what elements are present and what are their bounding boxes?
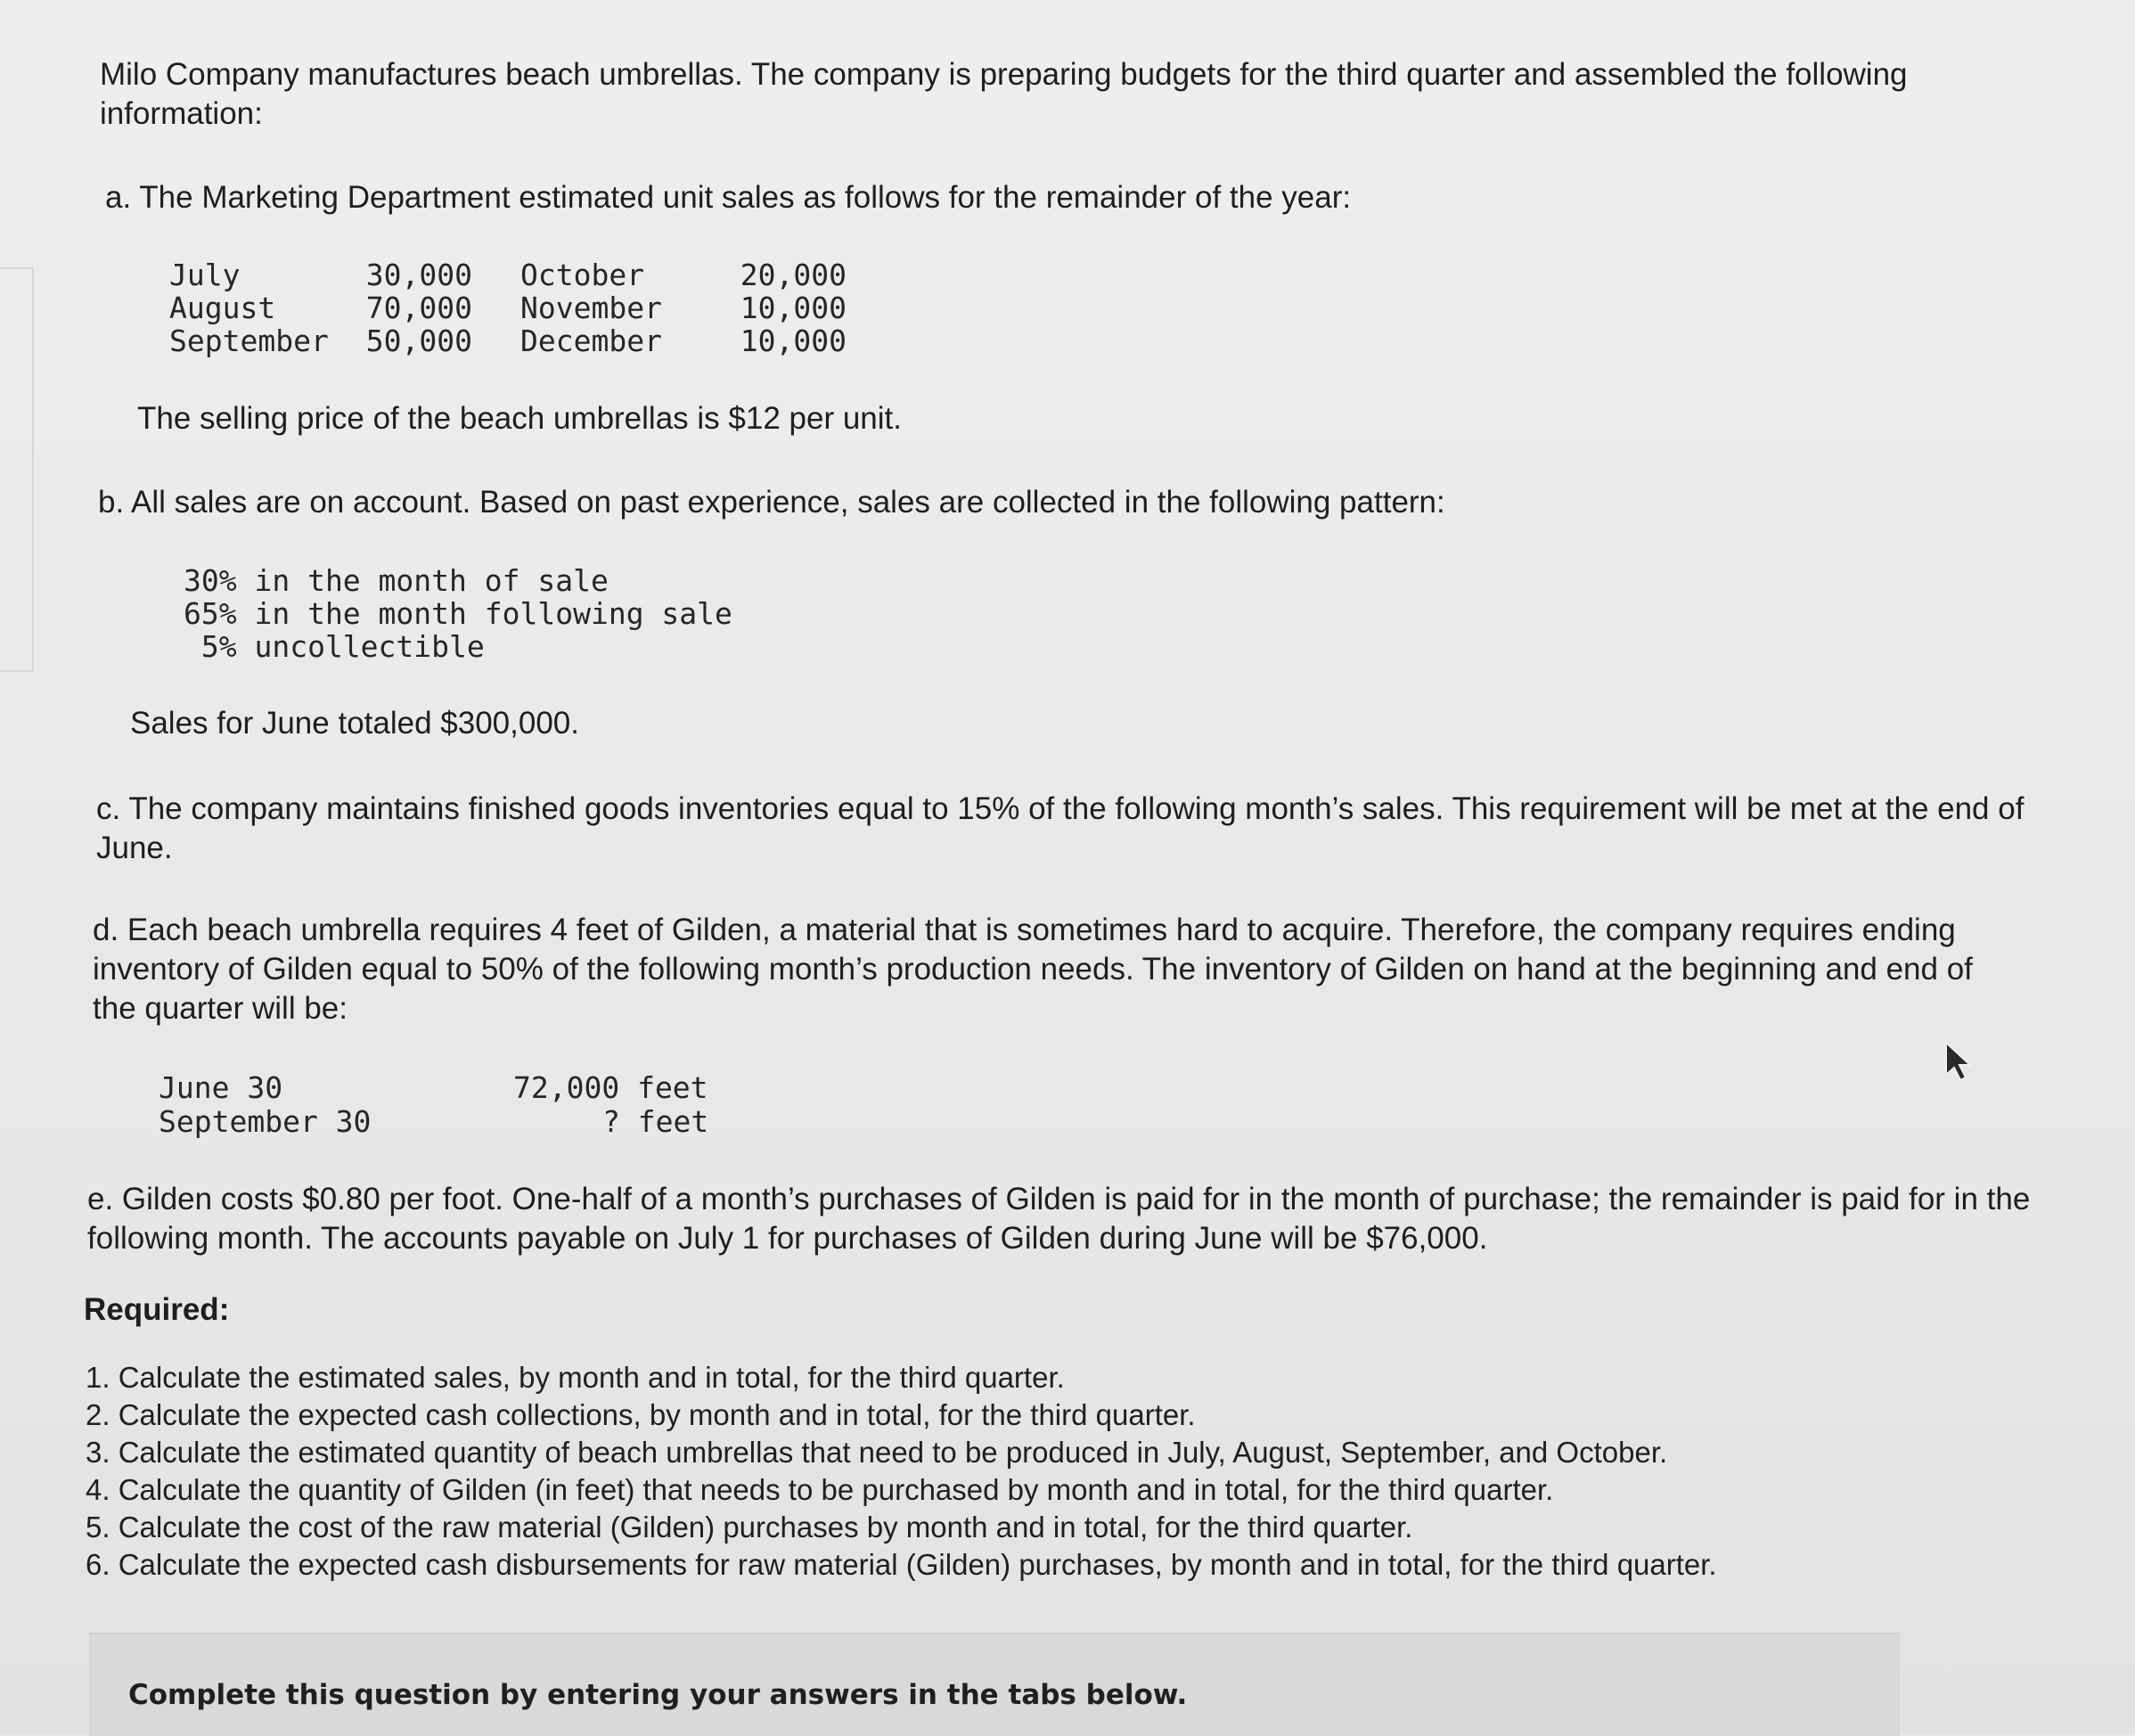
item-e-text: e. Gilden costs $0.80 per foot. One-half of a month’s purchases of Gilden is paid for in the month of purchase; the remainder is paid for in the following month. The accounts payable on July 1 for purchases of Gilden during June will be $76,000. bbox=[87, 1182, 2031, 1256]
answer-instruction-box bbox=[89, 1633, 1900, 1736]
item-a-text: a. The Marketing Department estimated unit sales as follows for the remainder of the year: bbox=[105, 180, 1352, 215]
gilden-inventory-value: ? feet bbox=[602, 1104, 709, 1139]
sales-units: 70,000 bbox=[365, 291, 472, 325]
sales-units: 10,000 bbox=[740, 323, 847, 358]
required-item: 5. Calculate the cost of the raw material (Gilden) purchases by month and in total, for the third quarter. bbox=[86, 1511, 1413, 1544]
sales-month: December bbox=[520, 323, 662, 358]
page-edge-divider bbox=[0, 267, 34, 672]
answer-instruction-text: Complete this question by entering your answers in the tabs below. bbox=[128, 1679, 1188, 1711]
required-heading: Required: bbox=[84, 1292, 230, 1327]
gilden-inventory-label: June 30 bbox=[159, 1070, 283, 1105]
collection-pattern-line: 5% uncollectible bbox=[184, 629, 485, 664]
sales-units: 50,000 bbox=[365, 323, 472, 358]
intro-paragraph: Milo Company manufactures beach umbrellas. The company is preparing budgets for the third quarter and assembled the following information: bbox=[100, 57, 1908, 131]
required-list bbox=[86, 1359, 1717, 1584]
sales-units: 30,000 bbox=[365, 258, 472, 292]
required-item: 6. Calculate the expected cash disbursements for raw material (Gilden) purchases, by month and in total, for the third quarter. bbox=[86, 1548, 1717, 1581]
required-item: 4. Calculate the quantity of Gilden (in feet) that needs to be purchased by month and in total, for the third quarter. bbox=[86, 1473, 1554, 1506]
sales-units: 10,000 bbox=[740, 291, 847, 325]
selling-price-note: The selling price of the beach umbrellas is $12 per unit. bbox=[137, 401, 902, 436]
sales-month: November bbox=[520, 291, 662, 325]
item-d-text: d. Each beach umbrella requires 4 feet of Gilden, a material that is sometimes hard to acquire. Therefore, the company requires ending inventory of Gilden equal to 50% of the following month’s production needs. The inventory of Gilden on hand at the beginning and end of the quarter will be: bbox=[93, 913, 1973, 1026]
sales-units: 20,000 bbox=[740, 258, 847, 292]
item-b-text: b. All sales are on account. Based on past experience, sales are collected in the following pattern: bbox=[98, 485, 1445, 520]
collection-pattern-line: 30% in the month of sale bbox=[184, 563, 609, 598]
sales-month: August bbox=[169, 291, 276, 325]
sales-month: July bbox=[169, 258, 241, 292]
june-sales-note: Sales for June totaled $300,000. bbox=[130, 706, 579, 741]
sales-month: October bbox=[520, 258, 645, 292]
mouse-pointer-icon bbox=[1941, 1039, 1976, 1084]
required-item: 1. Calculate the estimated sales, by month and in total, for the third quarter. bbox=[86, 1361, 1065, 1394]
required-item: 3. Calculate the estimated quantity of beach umbrellas that need to be produced in July, August, September, and October. bbox=[86, 1436, 1668, 1469]
gilden-inventory-value: 72,000 feet bbox=[513, 1070, 708, 1105]
item-c-text: c. The company maintains finished goods inventories equal to 15% of the following month’s sales. This requirement will be met at the end of June. bbox=[96, 791, 2025, 865]
sales-month: September bbox=[169, 323, 329, 358]
gilden-inventory-label: September 30 bbox=[159, 1104, 372, 1139]
collection-pattern-line: 65% in the month following sale bbox=[184, 596, 732, 631]
required-item: 2. Calculate the expected cash collections, by month and in total, for the third quarter. bbox=[86, 1398, 1196, 1431]
